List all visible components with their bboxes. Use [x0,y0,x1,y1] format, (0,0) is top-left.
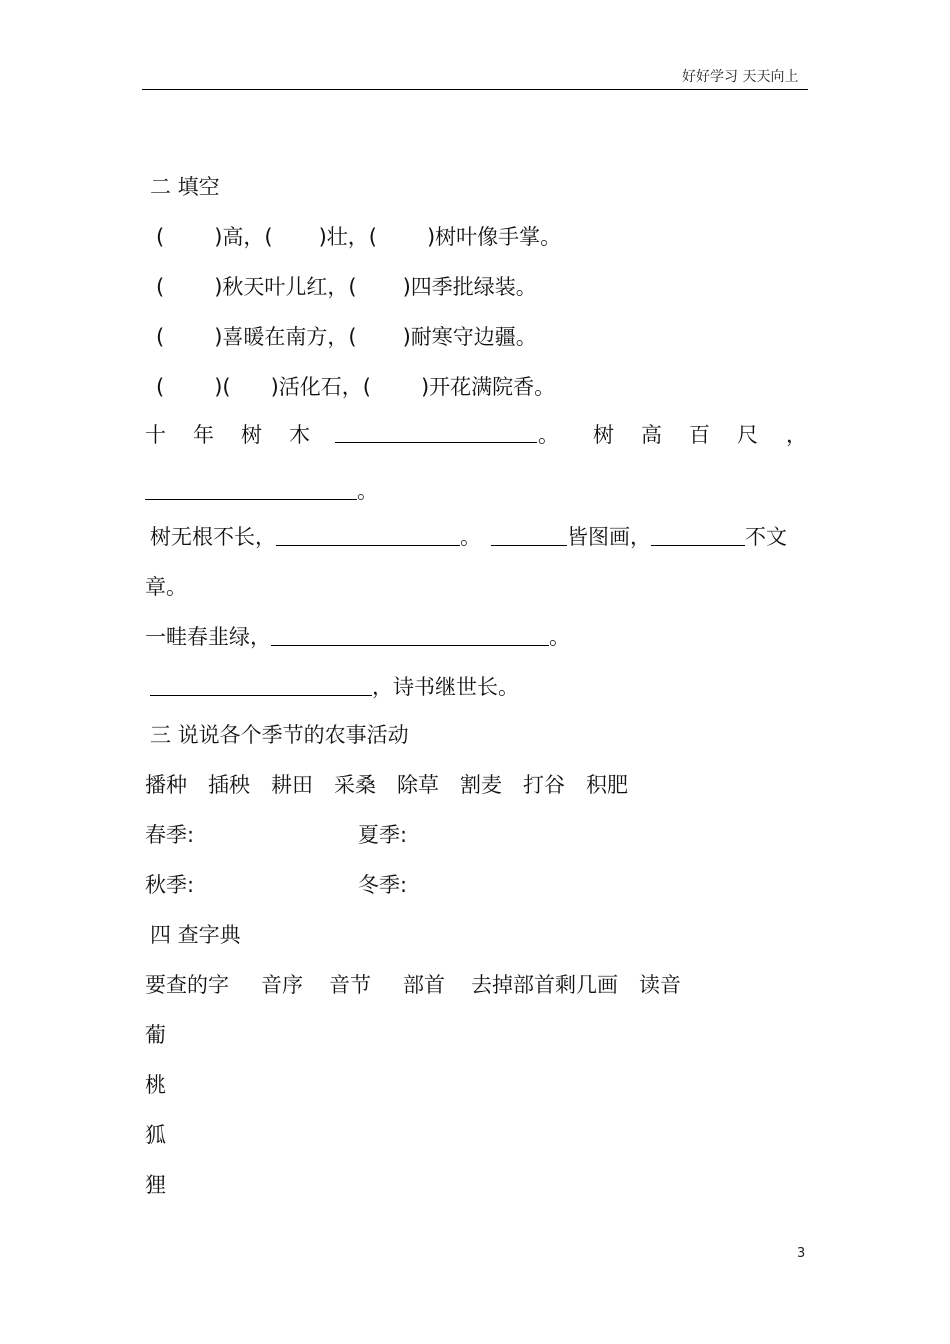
season-spring: 春季: [145,823,195,847]
fill-line-4: ( )( )活化石，( )开花满院香。 [156,375,556,399]
fill-line-3: ( )喜暖在南方，( )耐寒守边疆。 [156,325,537,349]
proverb-line-2: 树无根不长， 。 皆图画， 不文 [150,525,787,549]
blank[interactable] [651,525,745,546]
dictionary-char: 桃 [145,1073,166,1097]
season-summer: 夏季: [358,823,408,847]
blank[interactable] [276,525,460,546]
blank[interactable] [145,479,357,500]
section3-title: 三 说说各个季节的农事活动 [150,723,409,747]
page-number: 3 [797,1246,806,1261]
proverb-line-3: 一畦春韭绿， 。 [145,625,570,649]
blank[interactable] [335,422,537,443]
activity-list: 播种 插秧 耕田 采桑 除草 割麦 打谷 积肥 [145,773,628,797]
proverb-line-1-cont: 。 [145,478,378,504]
header-divider [142,89,808,90]
season-autumn: 秋季: [145,873,195,897]
header-slogan: 好好学习 天天向上 [682,69,799,85]
proverb-line-4: ，诗书继世长。 [150,674,519,700]
fill-line-1: ( )高，( )壮，( )树叶像手掌。 [156,225,562,249]
dictionary-char: 狸 [145,1173,166,1197]
dictionary-char: 葡 [145,1023,166,1047]
fill-line-2: ( )秋天叶儿红，( )四季批绿装。 [156,275,537,299]
dictionary-char: 狐 [145,1123,166,1147]
dictionary-header-row: 要查的字 音序 音节 部首 去掉部首剩几画 读音 [145,973,681,997]
season-winter: 冬季: [358,873,408,897]
blank[interactable] [271,625,549,646]
section2-title: 二 填空 [150,175,220,199]
blank[interactable] [491,525,567,546]
section4-title: 四 查字典 [150,923,241,947]
proverb-line-2-cont: 章。 [145,575,187,599]
blank[interactable] [150,675,372,696]
